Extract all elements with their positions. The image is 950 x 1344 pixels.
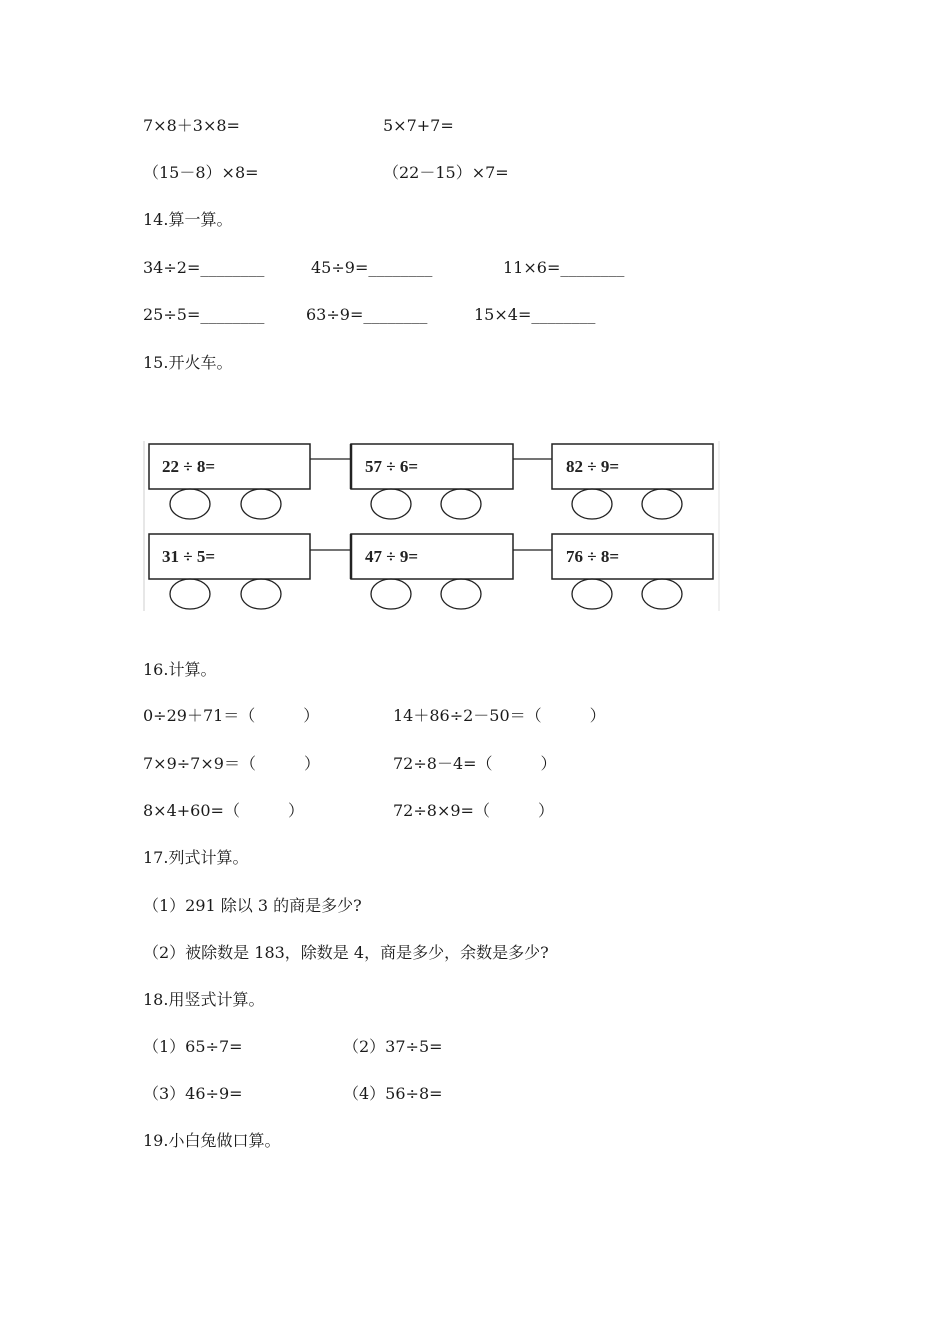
- q19-title: 19.小白兔做口算。: [143, 1131, 281, 1150]
- train-car-label: 22 ÷ 8=: [162, 457, 216, 476]
- train-car-label: 76 ÷ 8=: [566, 547, 620, 566]
- q18-title: 18.用竖式计算。: [143, 990, 265, 1009]
- train-wheel: [642, 489, 682, 519]
- q17-title: 17.列式计算。: [143, 848, 249, 867]
- q14-item: 34÷2=________: [143, 258, 265, 277]
- q16-item: 0÷29＋71＝（ ）: [143, 706, 320, 725]
- train-diagram: [143, 439, 720, 613]
- train-wheel: [642, 579, 682, 609]
- train-wheel: [441, 489, 481, 519]
- train-car-label: 57 ÷ 6=: [365, 457, 419, 476]
- expr-15-minus-8-times-8: （15－8）×8=: [143, 163, 259, 182]
- q15-title: 15.开火车。: [143, 353, 233, 372]
- q18-item: （3）46÷9=: [143, 1084, 243, 1103]
- train-car-label: 82 ÷ 9=: [566, 457, 620, 476]
- q16-title: 16.计算。: [143, 660, 217, 679]
- q14-item: 25÷5=________: [143, 305, 265, 324]
- train-wheel: [572, 579, 612, 609]
- q16-item: 72÷8－4=（ ）: [393, 754, 557, 773]
- q18-item: （1）65÷7=: [143, 1037, 243, 1056]
- q18-item: （4）56÷8=: [343, 1084, 443, 1103]
- q16-item: 72÷8×9=（ ）: [393, 801, 554, 820]
- q16-item: 8×4+60=（ ）: [143, 801, 304, 820]
- q14-item: 11×6=________: [503, 258, 625, 277]
- expr-5x7-plus-7: 5×7+7=: [383, 116, 454, 135]
- expr-7x8-plus-3x8: 7×8＋3×8=: [143, 116, 240, 135]
- train-wheel: [572, 489, 612, 519]
- q14-item: 63÷9=________: [306, 305, 428, 324]
- q14-title: 14.算一算。: [143, 210, 233, 229]
- q17-item: （2）被除数是 183，除数是 4，商是多少，余数是多少?: [143, 943, 549, 962]
- train-wheel: [170, 489, 210, 519]
- train-wheel: [441, 579, 481, 609]
- q16-item: 7×9÷7×9＝（ ）: [143, 754, 320, 773]
- train-car-label: 47 ÷ 9=: [365, 547, 419, 566]
- q17-item: （1）291 除以 3 的商是多少?: [143, 896, 362, 915]
- q16-item: 14＋86÷2－50＝（ ）: [393, 706, 606, 725]
- train-car-label: 31 ÷ 5=: [162, 547, 216, 566]
- q14-item: 15×4=________: [474, 305, 596, 324]
- train-wheel: [241, 579, 281, 609]
- train-wheel: [170, 579, 210, 609]
- train-row-1: [149, 444, 713, 519]
- train-wheel: [241, 489, 281, 519]
- train-row-2: [149, 534, 713, 609]
- expr-22-minus-15-times-7: （22－15）×7=: [383, 163, 509, 182]
- q14-item: 45÷9=________: [311, 258, 433, 277]
- q18-item: （2）37÷5=: [343, 1037, 443, 1056]
- train-wheel: [371, 489, 411, 519]
- train-wheel: [371, 579, 411, 609]
